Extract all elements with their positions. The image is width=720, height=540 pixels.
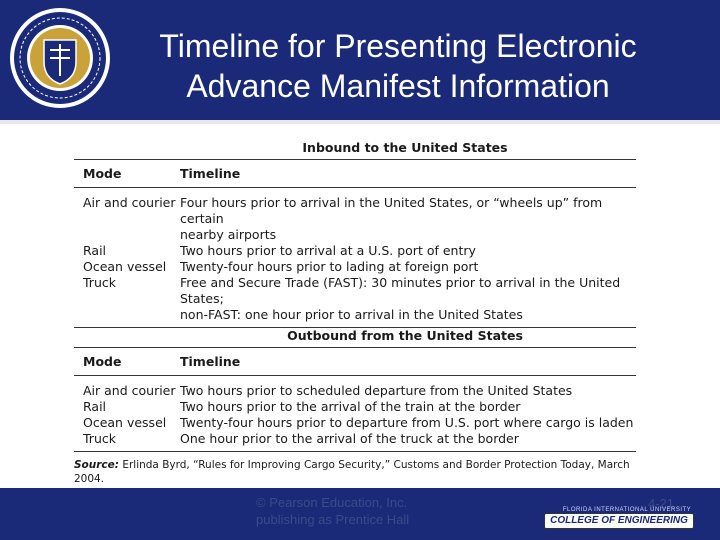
- outbound-body: [74, 376, 636, 452]
- inbound-body: [74, 188, 636, 328]
- source-text: Erlinda Byrd, “Rules for Improving Cargo Security,” Customs and Border Protection Today, March 2004.: [74, 459, 630, 485]
- timeline-cell: [180, 275, 636, 323]
- inbound-section-title: Inbound to the United States: [302, 140, 508, 155]
- mode-cell: Air and courier: [83, 383, 176, 398]
- table-row: [74, 415, 636, 431]
- manifest-table: [74, 140, 636, 486]
- timeline-text: Two hours prior to scheduled departure from the United States: [180, 383, 573, 398]
- copyright-line-1: © Pearson Education, Inc.: [256, 495, 408, 510]
- timeline-cell: [180, 195, 636, 243]
- timeline-text: One hour prior to the arrival of the truck at the border: [180, 431, 519, 446]
- timeline-text: Free and Secure Trade (FAST): 30 minutes prior to arrival in the United States;: [180, 275, 621, 306]
- table-row: [74, 383, 636, 399]
- column-header-mode: Mode: [83, 354, 122, 369]
- mode-cell: Rail: [83, 243, 107, 258]
- university-seal-icon: [8, 6, 112, 110]
- copyright-notice: [256, 494, 456, 528]
- table-row: [74, 431, 636, 447]
- timeline-text: nearby airports: [180, 227, 277, 242]
- timeline-text: Two hours prior to arrival at a U.S. port of entry: [180, 243, 476, 258]
- university-name: FLORIDA INTERNATIONAL UNIVERSITY: [562, 507, 692, 513]
- title-banner: [0, 0, 720, 120]
- table-row: [74, 259, 636, 275]
- banner-divider: [0, 120, 720, 124]
- table-row: [74, 243, 636, 259]
- table-row: [74, 399, 636, 415]
- mode-cell: Ocean vessel: [83, 259, 167, 274]
- table-row: [74, 195, 636, 243]
- table-row: [74, 275, 636, 323]
- column-header-timeline: Timeline: [180, 354, 241, 369]
- column-header-timeline: Timeline: [180, 166, 241, 181]
- copyright-line-2: publishing as Prentice Hall: [256, 512, 410, 527]
- outbound-header-row: [74, 347, 636, 376]
- mode-cell: Truck: [83, 431, 116, 446]
- page-number: 4-21: [648, 496, 675, 511]
- source-citation: [74, 458, 636, 486]
- mode-cell: Ocean vessel: [83, 415, 167, 430]
- mode-cell: Rail: [83, 399, 107, 414]
- timeline-text: Twenty-four hours prior to lading at foreign port: [180, 259, 479, 274]
- title-line-2: Advance Manifest Information: [186, 68, 610, 104]
- college-logo: COLLEGE OF ENGINEERING: [544, 513, 694, 529]
- column-header-mode: Mode: [83, 166, 122, 181]
- inbound-header-row: [74, 159, 636, 188]
- outbound-section-title: Outbound from the United States: [287, 328, 523, 343]
- title-line-1: Timeline for Presenting Electronic: [159, 28, 637, 64]
- mode-cell: Truck: [83, 275, 116, 290]
- timeline-text: Four hours prior to arrival in the United States, or “wheels up” from certain: [180, 195, 603, 226]
- page-title: [118, 26, 678, 106]
- source-lead: Source:: [74, 459, 119, 471]
- timeline-text: non-FAST: one hour prior to arrival in the United States: [180, 307, 523, 322]
- timeline-text: Twenty-four hours prior to departure from U.S. port where cargo is laden: [180, 415, 634, 430]
- timeline-text: Two hours prior to the arrival of the train at the border: [180, 399, 521, 414]
- mode-cell: Air and courier: [83, 195, 176, 210]
